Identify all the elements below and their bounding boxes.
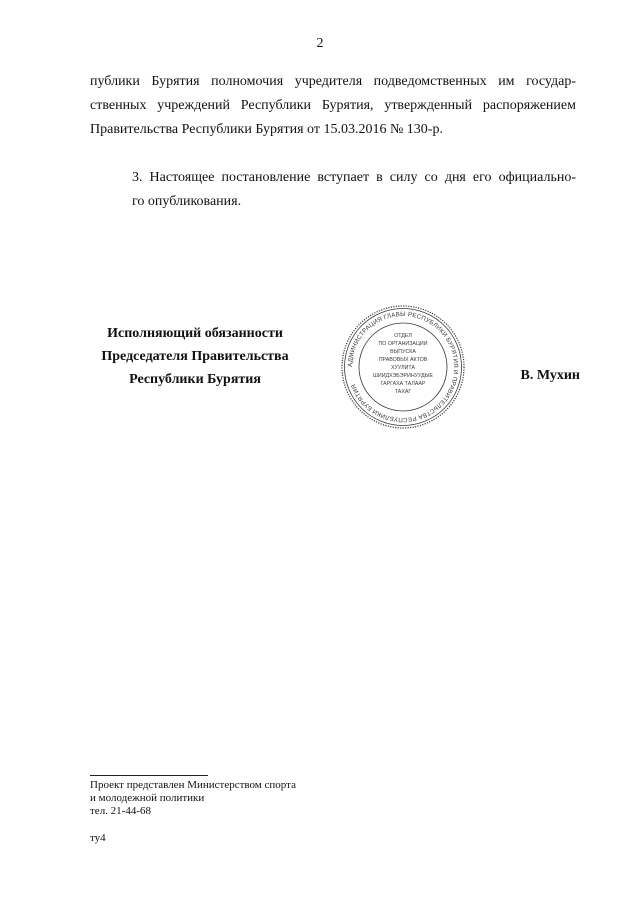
paragraph-line: публики Бурятия полномочия учредителя подведомственных им государ- [90,74,576,89]
stamp-text-line: ШИИДХЭБЭРИНУУДЫЕ [373,373,433,379]
stamp-text-line: ПО ОРГАНИЗАЦИИ [378,341,428,347]
stamp-text-line: ВЫПУСКА [390,349,416,355]
file-code: ту4 [90,832,106,844]
stamp-text-line: ХУУЛИТА [391,365,415,371]
stamp-text-line: ГАРГАХА ТАЛААР [380,381,426,387]
signatory-title-line: Исполняющий обязанности [107,326,283,341]
signatory-name: В. Мухин [520,368,580,383]
footnote-divider [90,775,208,776]
stamp-text-line: ОТДЕЛ [394,333,412,339]
footnote [90,779,296,818]
signatory-title [60,322,330,391]
signatory-title-line: Республики Бурятия [129,372,261,387]
paragraph-line: Правительства Республики Бурятия от 15.03.2016 № 130-р. [90,122,443,137]
footnote-line: и молодежной политики [90,792,205,804]
paragraph-authority [90,70,576,142]
stamp-text-line: ПРАВОВЫХ АКТОВ [378,357,428,363]
page-number: 2 [316,36,324,51]
stamp-text-line: ТАХАГ [394,389,412,395]
paragraph-effective-date [90,166,576,214]
official-stamp [340,304,466,430]
paragraph-line: 3. Настоящее постановление вступает в силу со дня его официально- [132,170,576,185]
footnote-line: тел. 21-44-68 [90,805,152,817]
stamp-ring-text: АДМИНИСТРАЦИЯ ГЛАВЫ РЕСПУБЛИКИ БУРЯТИЯ И ПРАВИТЕЛЬСТВА РЕСПУБЛИКИ БУРЯТИЯ [346,310,460,424]
footnote-line: Проект представлен Министерством спорта [90,779,296,791]
signatory-title-line: Председателя Правительства [101,349,289,364]
paragraph-line: го опубликования. [132,194,242,209]
paragraph-line: ственных учреждений Республики Бурятия, утвержденный распоряжением [90,98,576,113]
